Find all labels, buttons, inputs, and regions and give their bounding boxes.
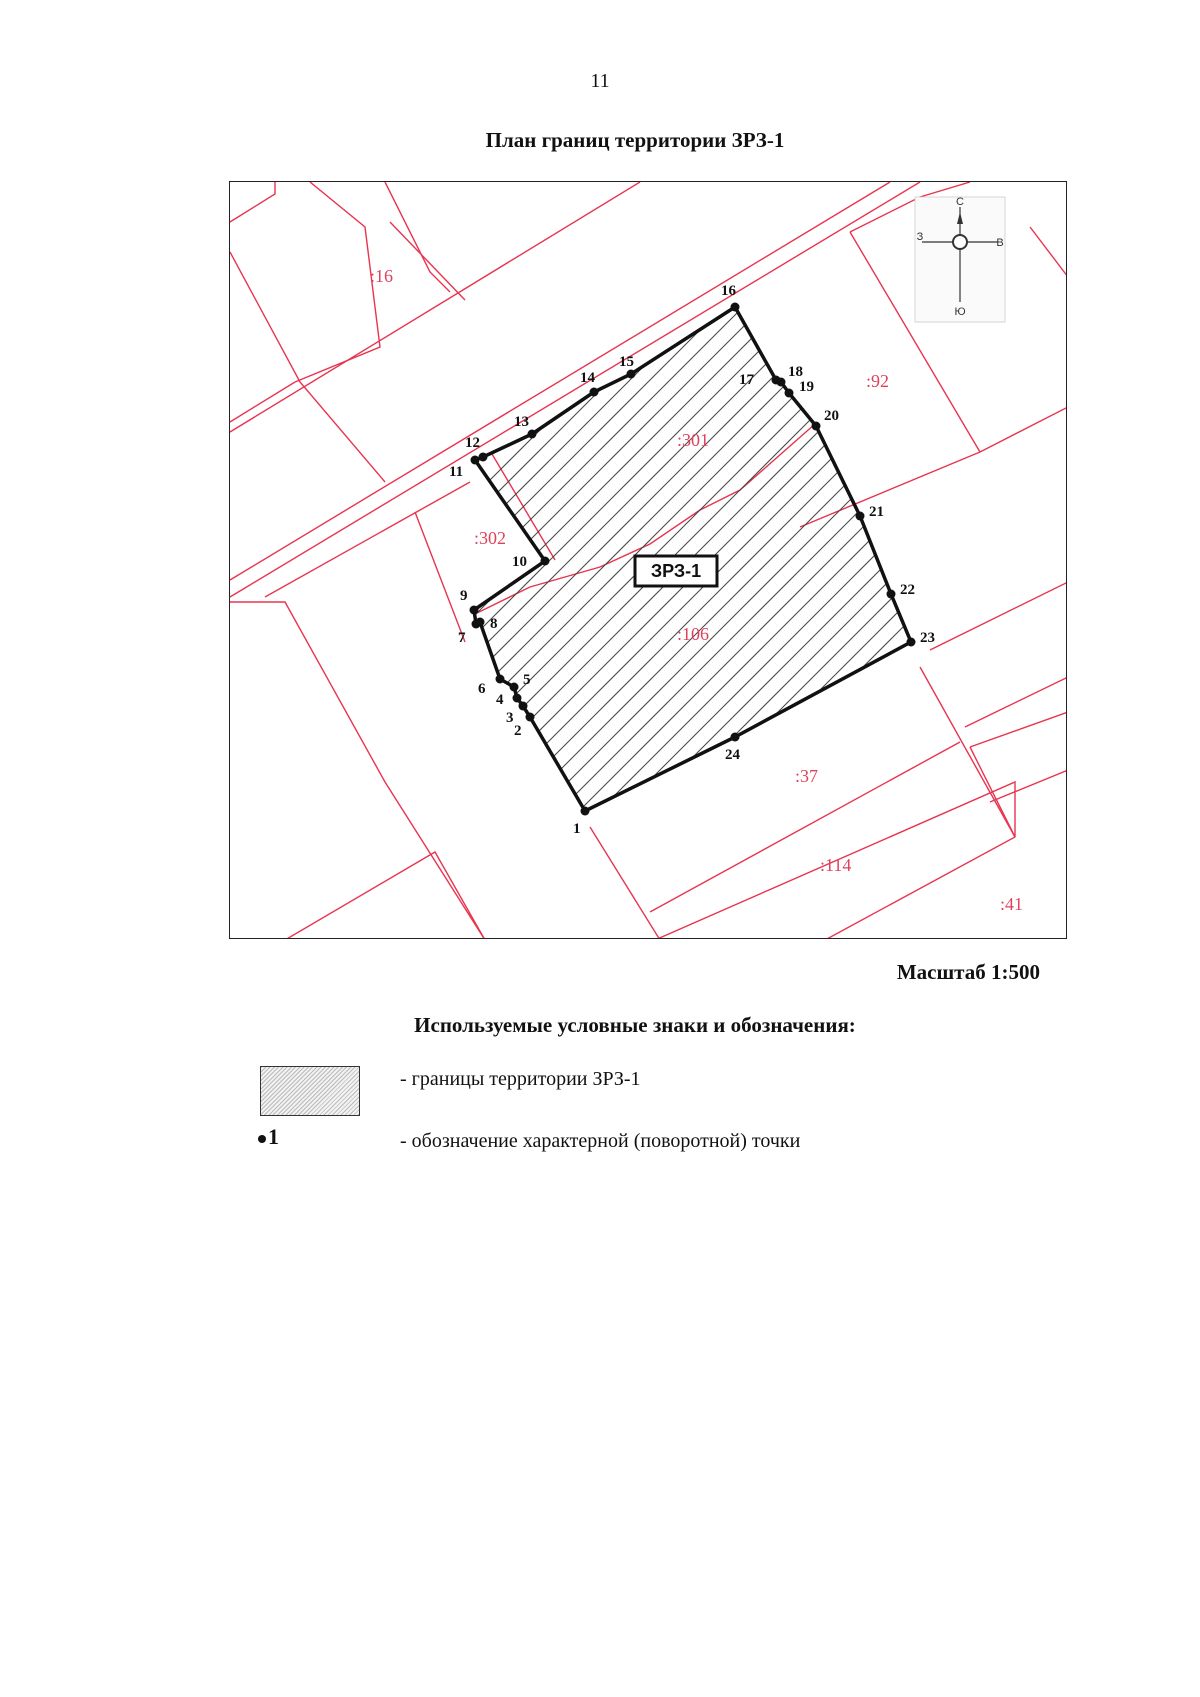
hatch-line (710, 182, 1067, 939)
parcel-line (590, 827, 660, 939)
point-marker-16 (731, 303, 740, 312)
parcel-line (930, 582, 1067, 650)
point-label-4: 4 (496, 692, 504, 708)
parcel-line (230, 252, 385, 482)
point-marker-20 (812, 422, 821, 431)
point-marker-19 (785, 389, 794, 398)
parcel-line (390, 222, 465, 300)
point-label-13: 13 (514, 414, 529, 430)
parcel-line (965, 677, 1067, 727)
legend-boundary-text: - границы территории ЗРЗ-1 (400, 1068, 641, 1090)
parcel-line (230, 602, 485, 939)
point-marker-1 (581, 807, 590, 816)
compass-east: В (996, 237, 1004, 249)
hatch-line (1050, 182, 1067, 939)
point-marker-8 (476, 618, 485, 627)
point-marker-10 (541, 557, 550, 566)
parcel-label-p302: :302 (474, 528, 507, 548)
road-edge (230, 182, 640, 432)
parcel-line (970, 747, 1015, 837)
parcel-line (285, 852, 485, 939)
point-label-3: 3 (506, 710, 514, 726)
point-marker-12 (479, 453, 488, 462)
hatch-line (230, 182, 828, 939)
hatch-line (250, 182, 1008, 939)
point-label-6: 6 (478, 681, 486, 697)
parcel-label-p106: :106 (677, 624, 710, 644)
point-label-19: 19 (799, 379, 814, 395)
point-label-20: 20 (824, 408, 839, 424)
boundary-map (230, 182, 1067, 939)
page-number: 11 (590, 70, 610, 92)
point-label-21: 21 (869, 504, 884, 520)
parcel-line (415, 512, 465, 642)
point-label-5: 5 (523, 672, 531, 688)
point-marker-13 (528, 430, 537, 439)
point-marker-5 (510, 683, 519, 692)
zone-label: ЗРЗ-1 (650, 561, 702, 581)
point-label-23: 23 (920, 630, 935, 646)
point-label-8: 8 (490, 616, 498, 632)
point-label-14: 14 (580, 370, 595, 386)
legend-boundary-swatch (260, 1066, 360, 1116)
point-label-2: 2 (514, 723, 522, 739)
legend-title: Используемые условные знаки и обозначения: (414, 1013, 856, 1037)
parcel-line (920, 667, 1015, 837)
point-label-10: 10 (512, 554, 527, 570)
point-marker-24 (731, 733, 740, 742)
road-edge (265, 482, 470, 597)
zone-label-box (635, 556, 717, 586)
hatch-line (230, 182, 968, 939)
map-frame (229, 181, 1067, 939)
point-label-16: 16 (721, 283, 736, 299)
point-marker-15 (627, 370, 636, 379)
parcel-line (295, 182, 380, 382)
point-label-1: 1 (573, 821, 581, 837)
compass-south: Ю (954, 306, 966, 318)
point-marker-21 (856, 512, 865, 521)
parcel-label-p114: :114 (820, 855, 852, 875)
point-marker-2 (526, 713, 535, 722)
compass-north: С (956, 196, 964, 208)
parcel-label-p92: :92 (866, 371, 890, 391)
point-marker-9 (470, 606, 479, 615)
point-marker-22 (887, 590, 896, 599)
legend-point-text: - обозначение характерной (поворотной) точки (400, 1130, 801, 1152)
point-marker-11 (471, 456, 480, 465)
parcel-line (385, 182, 450, 292)
parcel-labels (370, 266, 1023, 914)
legend-point-sample (258, 1124, 279, 1150)
point-label-12: 12 (465, 435, 480, 451)
point-label-24: 24 (725, 747, 740, 763)
parcel-label-p41: :41 (1000, 894, 1024, 914)
compass-west: З (916, 231, 924, 243)
parcel-line (230, 182, 275, 222)
point-marker-23 (907, 638, 916, 647)
page-title: План границ территории ЗРЗ-1 (485, 128, 785, 152)
point-label-7: 7 (458, 630, 466, 646)
point-label-17: 17 (739, 372, 754, 388)
point-marker-3 (519, 702, 528, 711)
parcel-line (990, 770, 1067, 802)
point-label-11: 11 (449, 464, 464, 480)
point-marker-18 (772, 376, 781, 385)
parcel-line (980, 407, 1067, 452)
parcel-line (1030, 227, 1067, 277)
parcel-label-p16: :16 (370, 266, 394, 286)
hatch-line (1030, 182, 1067, 939)
north-arrow (915, 196, 1005, 322)
point-label-9: 9 (460, 588, 468, 604)
point-marker-14 (590, 388, 599, 397)
point-label-22: 22 (900, 582, 915, 598)
hatch-line (1010, 182, 1067, 939)
point-marker-6 (496, 675, 505, 684)
point-dot-icon (258, 1135, 266, 1143)
hatch-line (750, 182, 1067, 939)
hatch-line (730, 182, 1067, 939)
point-label-15: 15 (619, 354, 634, 370)
parcel-label-p301: :301 (677, 430, 710, 450)
hatch-line (230, 182, 848, 939)
point-marker-4 (513, 694, 522, 703)
parcel-line (230, 382, 295, 422)
parcel-label-p37: :37 (795, 766, 819, 786)
legend-point-number: 1 (268, 1124, 279, 1149)
road-edge (230, 182, 890, 580)
hatch-line (230, 182, 988, 939)
map-scale: Масштаб 1:500 (896, 960, 1040, 984)
point-label-18: 18 (788, 364, 803, 380)
